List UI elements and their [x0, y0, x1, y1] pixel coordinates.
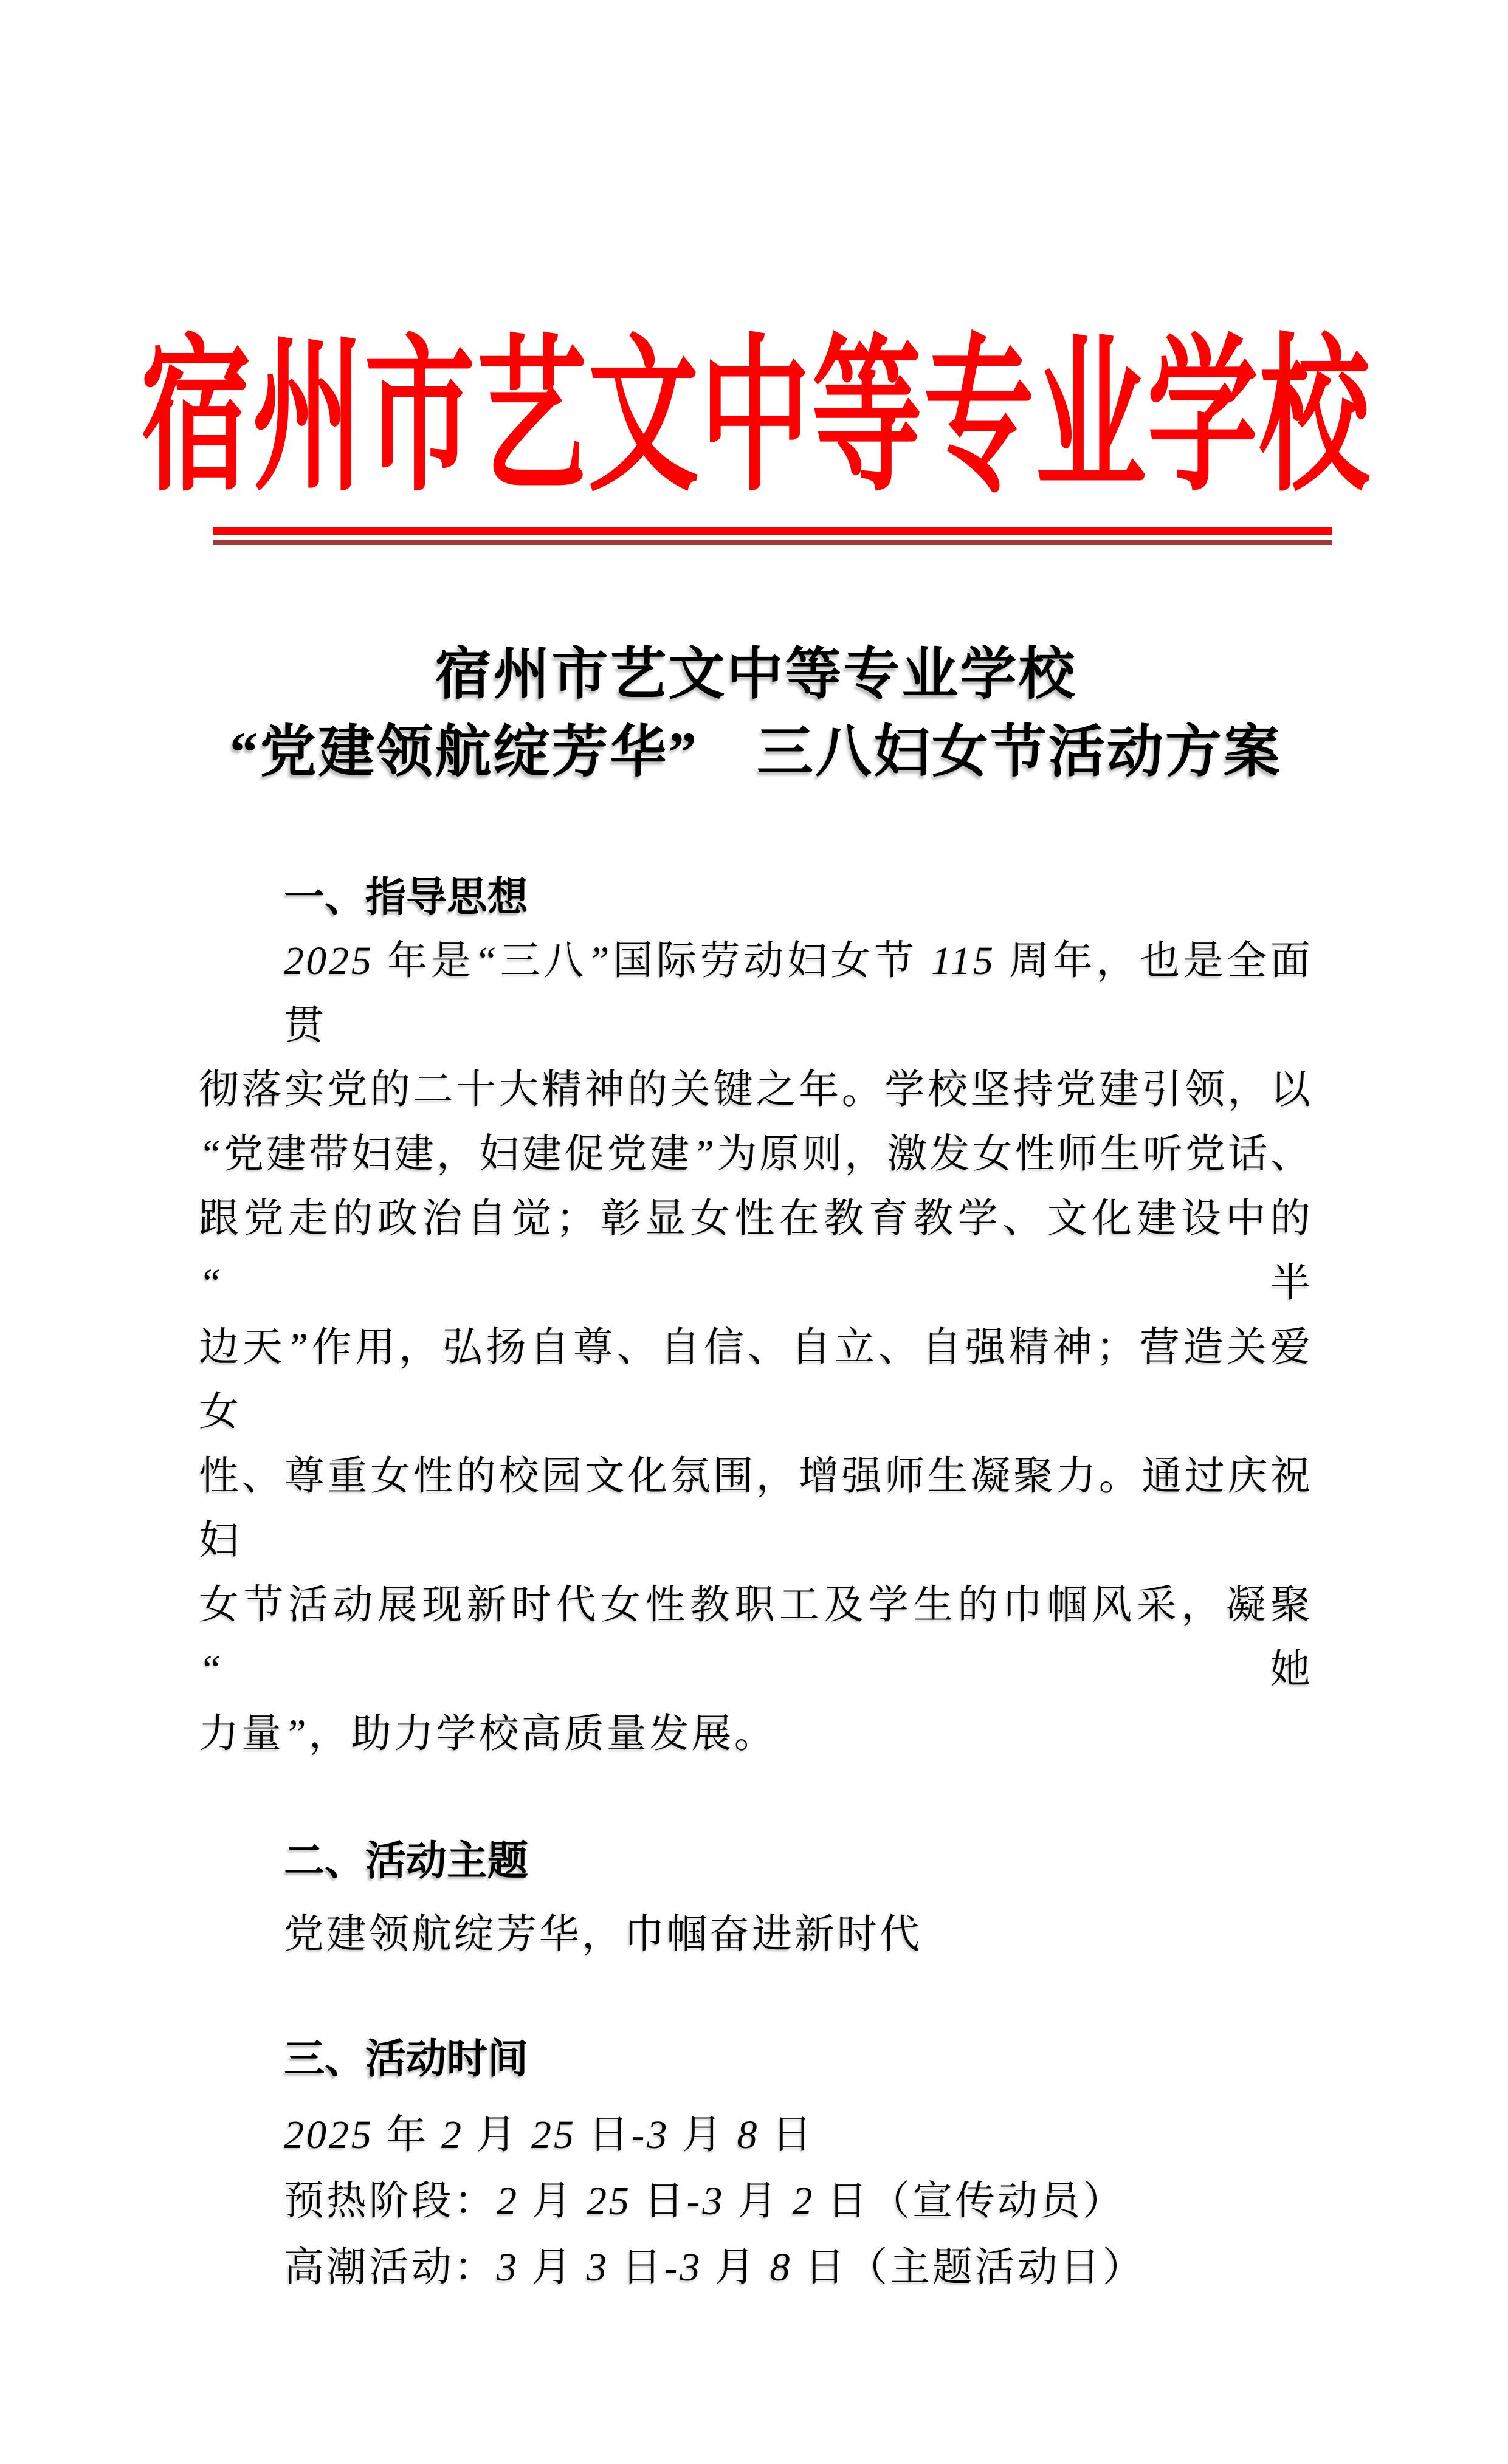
- section-activity-theme: [199, 1839, 1313, 1967]
- paragraph-line: 性、尊重女性的校园文化氛围，增强师生凝聚力。通过庆祝妇: [199, 1454, 1313, 1563]
- section-activity-time: [199, 2037, 1313, 2301]
- activity-time-range: 2025 年 2 月 25 日-3 月 8 日: [284, 2113, 814, 2157]
- activity-time-list: [199, 2102, 1313, 2301]
- paragraph-line: “党建带妇建，妇建促党建”为原则，激发女性师生听党话、: [199, 1132, 1313, 1176]
- paragraph-line: 跟党走的政治自觉；彰显女性在教育教学、文化建设中的“半: [199, 1196, 1313, 1305]
- section-2-heading: 二、活动主题: [284, 1839, 528, 1884]
- paragraph-line: 力量”，助力学校高质量发展。: [199, 1712, 777, 1756]
- school-name-header: 宿州市艺文中等专业学校: [140, 326, 1371, 512]
- section-guiding-ideology: [199, 876, 1313, 1766]
- doc-title: [199, 636, 1313, 792]
- paragraph-line: 2025 年是“三八”国际劳动妇女节 115 周年，也是全面贯: [284, 939, 1313, 1048]
- letterhead-divider-rule: [213, 527, 1332, 545]
- activity-time-warmup: 预热阶段：2 月 25 日-3 月 2 日（宣传动员）: [284, 2179, 1125, 2223]
- section-1-paragraph: [199, 929, 1313, 1766]
- activity-theme-text: 党建领航绽芳华，巾帼奋进新时代: [284, 1912, 922, 1957]
- paragraph-line: 边天”作用，弘扬自尊、自信、自立、自强精神；营造关爱女: [199, 1325, 1313, 1434]
- document-page: [0, 326, 1508, 2464]
- paragraph-line: 彻落实党的二十大精神的关键之年。学校坚持党建引领，以: [199, 1068, 1313, 1112]
- paragraph-line: 女节活动展现新时代女性教职工及学生的巾帼风采，凝聚“她: [199, 1583, 1313, 1692]
- doc-title-line2: “党建领航绽芳华” 三八妇女节活动方案: [230, 721, 1282, 784]
- activity-time-climax: 高潮活动：3 月 3 日-3 月 8 日（主题活动日）: [284, 2245, 1145, 2290]
- doc-title-line1: 宿州市艺文中等专业学校: [435, 643, 1077, 706]
- section-1-heading: 一、指导思想: [284, 875, 528, 920]
- letterhead: [140, 326, 1371, 512]
- section-3-heading: 三、活动时间: [284, 2037, 528, 2082]
